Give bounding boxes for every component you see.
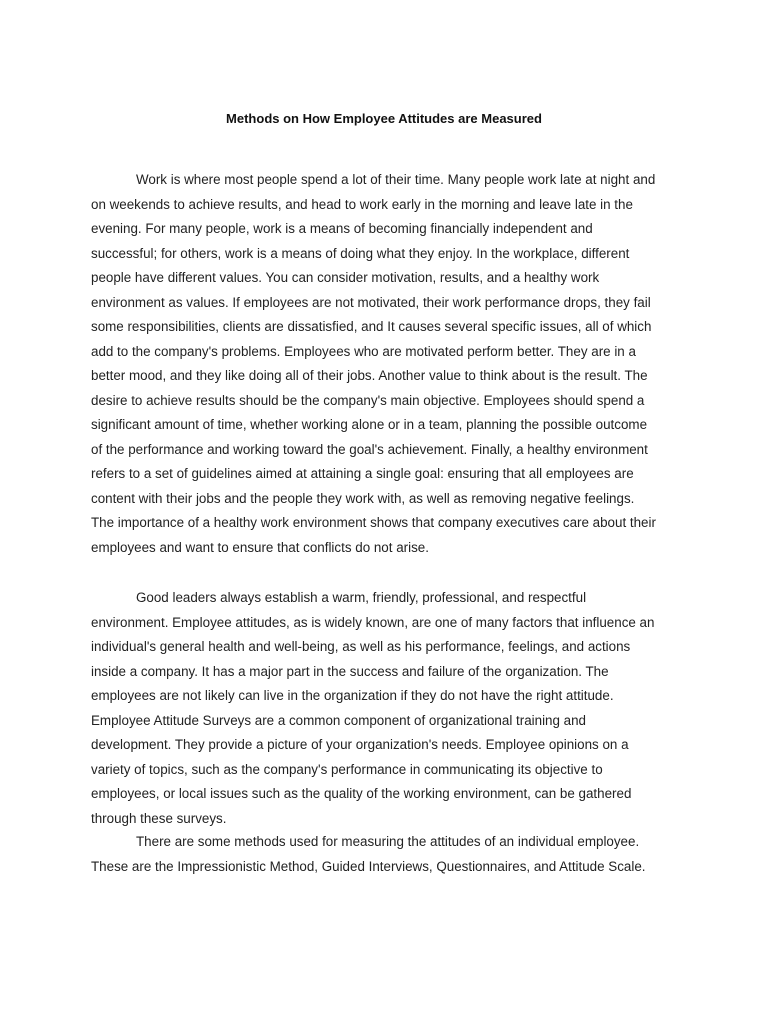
paragraph-line: employees and want to ensure that conflicts do not arise.	[91, 539, 429, 555]
paragraph-line: There are some methods used for measuring the attitudes of an individual employee.	[136, 834, 640, 849]
document-title: Methods on How Employee Attitudes are Measured	[226, 111, 542, 126]
paragraph-line: employees are not likely can live in the organization if they do not have the right attitude.	[91, 688, 614, 703]
paragraph-line: desire to achieve results should be the company's main objective. Employees should spend a	[91, 392, 645, 408]
paragraph-line: variety of topics, such as the company's performance in communicating its objective to	[91, 761, 603, 777]
paragraph-line: significant amount of time, whether working alone or in a team, planning the possible outcome	[91, 417, 648, 432]
paragraph-line: better mood, and they like doing all of their jobs. Another value to think about is the result. The	[91, 368, 648, 383]
paragraph-line: of the performance and working toward the goal's achievement. Finally, a healthy environment	[91, 441, 648, 457]
paragraph-line: successful; for others, work is a means of doing what they enjoy. In the workplace, different	[91, 245, 630, 261]
paragraph-line: The importance of a healthy work environment shows that company executives care about their	[91, 515, 656, 530]
paragraph-line: people have different values. You can consider motivation, results, and a healthy work	[91, 270, 600, 285]
paragraph-line: add to the company's problems. Employees who are motivated perform better. They are in a	[91, 343, 636, 359]
paragraph-line: Employee Attitude Surveys are a common component of organizational training and	[91, 712, 586, 728]
paragraph-line: development. They provide a picture of your organization's needs. Employee opinions on a	[91, 737, 629, 752]
paragraph-line: Good leaders always establish a warm, friendly, professional, and respectful	[136, 590, 587, 605]
paragraph-line: refers to a set of guidelines aimed at attaining a single goal: ensuring that all employees are	[91, 466, 634, 481]
paragraph-line: environment. Employee attitudes, as is widely known, are one of many factors that influence an	[91, 614, 655, 630]
paragraph-3	[91, 830, 681, 879]
paragraph-line: evening. For many people, work is a means of becoming financially independent and	[91, 221, 593, 236]
paragraph-line: through these surveys.	[91, 810, 227, 826]
paragraph-line: some responsibilities, clients are dissatisfied, and It causes several specific issues, all of which	[91, 319, 652, 334]
paragraph-line: employees, or local issues such as the quality of the working environment, can be gathered	[91, 786, 632, 801]
paragraph-line: content with their jobs and the people they work with, as well as removing negative feelings.	[91, 490, 635, 506]
paragraph-line: inside a company. It has a major part in the success and failure of the organization. The	[91, 663, 609, 679]
paragraph-line: individual's general health and well-being, as well as his performance, feelings, and actions	[91, 639, 631, 654]
paragraph-line: These are the Impressionistic Method, Guided Interviews, Questionnaires, and Attitude Scale.	[91, 858, 646, 874]
paragraph-line: on weekends to achieve results, and head to work early in the morning and leave late in the	[91, 196, 633, 212]
paragraph-line: Work is where most people spend a lot of their time. Many people work late at night and	[136, 172, 656, 187]
paragraph-1	[91, 168, 681, 560]
paragraph-2	[91, 586, 681, 831]
paragraph-line: environment as values. If employees are not motivated, their work performance drops, they fail	[91, 294, 651, 310]
